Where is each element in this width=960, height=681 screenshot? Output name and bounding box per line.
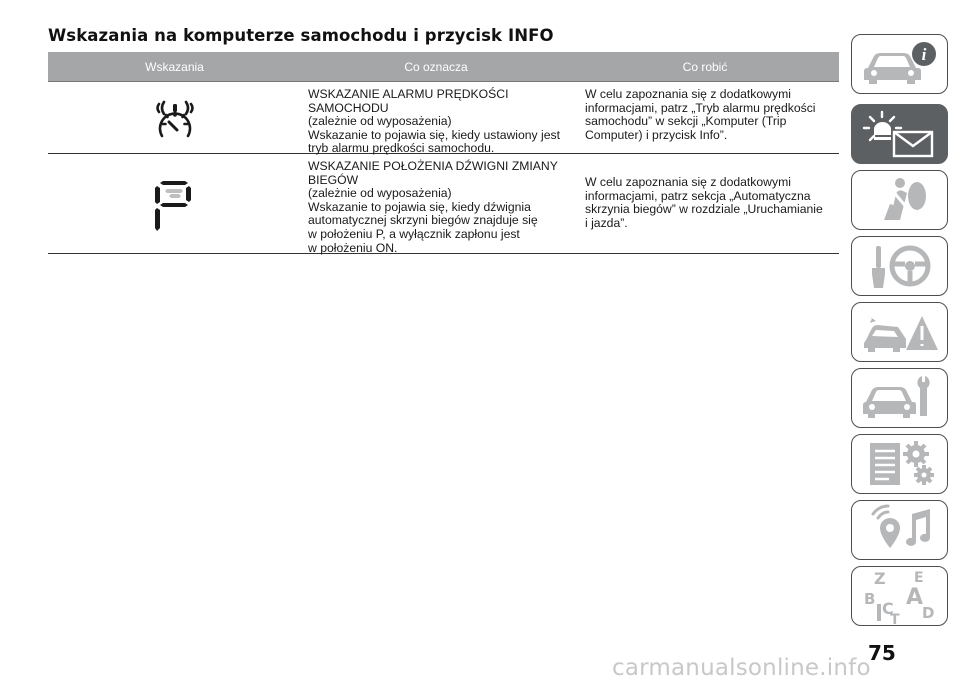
multimedia-music-icon (860, 504, 940, 556)
meaning-line: (zależnie od wyposażenia) (308, 186, 452, 201)
car-wrench-icon (860, 372, 940, 424)
action-line: W celu zapoznania się z dodatkowymi (585, 175, 791, 189)
tab-safety[interactable] (851, 170, 948, 230)
page-title: Wskazania na komputerze samochodu i przycisk INFO (48, 26, 554, 45)
meaning-line: automatycznej skrzyni biegów znajduje się (308, 213, 538, 228)
page-number: 75 (868, 641, 896, 665)
watermark: carmanualsonline.info (612, 655, 871, 681)
action-line: Computer) i przycisk Info”. (585, 127, 728, 142)
tab-maintenance[interactable] (851, 368, 948, 428)
svg-text:i: i (921, 45, 926, 64)
meaning-line: w położeniu P, a wyłącznik zapłonu jest (308, 226, 520, 241)
tab-emergency[interactable] (851, 302, 948, 362)
gear-position-p-icon (155, 180, 195, 232)
action-line: skrzynia biegów” w rozdziale „Uruchamianie (585, 202, 823, 217)
meaning-line: WSKAZANIE POŁOŻENIA DŹWIGNI ZMIANY (308, 159, 558, 173)
column-header-indications: Wskazania (145, 59, 204, 74)
index-letter: B (863, 590, 875, 608)
tab-multimedia[interactable] (851, 500, 948, 560)
index-letter: Z (873, 569, 886, 588)
meaning-line: tryb alarmu prędkości samochodu. (308, 141, 495, 156)
tab-warning-lights-messages[interactable] (851, 104, 948, 164)
index-letter: T (889, 612, 900, 624)
meaning-line: BIEGÓW (308, 172, 359, 187)
meaning-line: Wskazanie to pojawia się, kiedy dźwignia (308, 199, 531, 214)
indication-cell (48, 82, 301, 153)
key-steering-wheel-icon (860, 240, 940, 292)
index-letter: C (881, 599, 894, 618)
speed-alarm-icon (153, 96, 197, 142)
index-letter: A (905, 585, 923, 610)
indications-table (48, 52, 839, 254)
action-line: samochodu” w sekcji „Komputer (Trip (585, 114, 787, 129)
table-row (48, 82, 839, 154)
action-line: i jazda”. (585, 215, 628, 230)
meaning-line: w położeniu ON. (308, 240, 398, 255)
car-crash-warning-icon (860, 306, 940, 358)
meaning-line: Wskazanie to pojawia się, kiedy ustawiony jest (308, 127, 560, 142)
indication-cell (48, 154, 301, 253)
column-header-action: Co robić (682, 59, 728, 74)
index-letter: E (913, 570, 924, 586)
tab-car-info[interactable] (851, 34, 948, 94)
warning-light-message-icon (860, 108, 940, 160)
meaning-cell (301, 82, 571, 156)
column-header-meaning: Co oznacza (404, 59, 468, 74)
meaning-line: WSKAZANIE ALARMU PRĘDKOŚCI (308, 87, 509, 101)
index-letter: D (921, 604, 934, 622)
action-cell (571, 154, 839, 253)
tab-alphabetical-index[interactable] (851, 566, 948, 626)
table-header (48, 52, 839, 82)
alphabet-index-icon (860, 568, 940, 624)
specs-gears-icon (860, 438, 940, 490)
table-row (48, 154, 839, 254)
seat-airbag-icon (860, 174, 940, 226)
meaning-line: SAMOCHODU (308, 100, 389, 115)
action-line: W celu zapoznania się z dodatkowymi (585, 87, 791, 101)
car-info-icon (860, 38, 940, 90)
action-cell (571, 82, 839, 153)
tab-specifications[interactable] (851, 434, 948, 494)
meaning-line: (zależnie od wyposażenia) (308, 114, 452, 129)
tab-starting-driving[interactable] (851, 236, 948, 296)
meaning-cell (301, 154, 571, 253)
action-line: informacjami, patrz „Tryb alarmu prędkości (585, 100, 816, 115)
action-line: informacjami, patrz sekcja „Automatyczna (585, 188, 811, 203)
